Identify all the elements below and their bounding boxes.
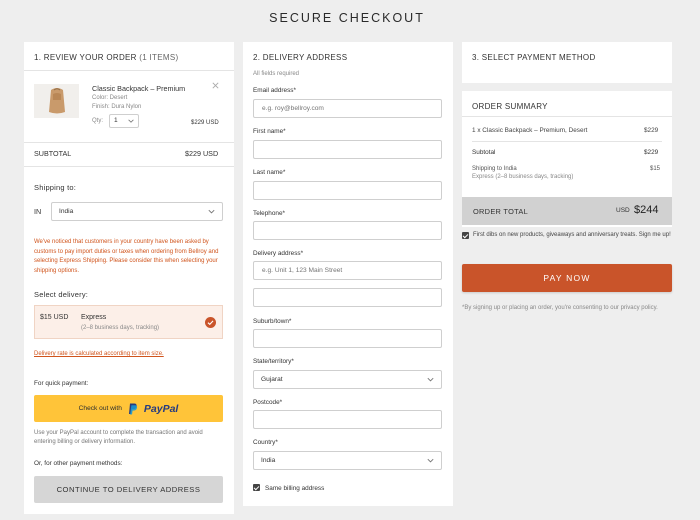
summary-line-item-price: $229 bbox=[644, 127, 659, 134]
subtotal-value: $229 USD bbox=[185, 149, 219, 158]
qty-label: Qty: bbox=[92, 118, 104, 124]
payment-heading: 3. SELECT PAYMENT METHOD bbox=[472, 53, 596, 62]
summary-heading: ORDER SUMMARY bbox=[472, 102, 548, 111]
shipping-country-select[interactable] bbox=[51, 202, 223, 221]
quick-payment-label: For quick payment: bbox=[34, 380, 89, 387]
review-order-panel bbox=[24, 42, 234, 514]
select-delivery-label: Select delivery: bbox=[34, 290, 89, 299]
email-field[interactable] bbox=[253, 99, 442, 118]
delivery-option-express[interactable] bbox=[34, 305, 223, 339]
last-name-field[interactable] bbox=[253, 181, 442, 200]
pay-now-button[interactable]: PAY NOW bbox=[462, 264, 672, 292]
item-name[interactable]: Classic Backpack – Premium bbox=[92, 84, 186, 93]
item-color: Color: Desert bbox=[92, 95, 128, 101]
paypal-icon bbox=[128, 403, 138, 415]
country-label: Country* bbox=[253, 439, 278, 446]
newsletter-checkbox[interactable] bbox=[462, 232, 469, 239]
paypal-checkout-button[interactable] bbox=[34, 395, 223, 422]
chevron-down-icon bbox=[426, 375, 435, 384]
delivery-heading: 2. DELIVERY ADDRESS bbox=[253, 53, 348, 62]
chevron-down-icon bbox=[127, 117, 135, 125]
chevron-down-icon bbox=[426, 456, 435, 465]
review-heading-text: 1. REVIEW YOUR ORDER bbox=[34, 53, 137, 62]
address-line1-field[interactable] bbox=[253, 261, 442, 280]
order-total-bar bbox=[462, 197, 672, 225]
qty-value: 1 bbox=[114, 117, 118, 124]
payment-method-panel[interactable] bbox=[462, 42, 672, 83]
summary-subtotal-value: $229 bbox=[644, 149, 659, 156]
delivery-time: (2–8 business days, tracking) bbox=[81, 325, 160, 331]
first-name-label: First name* bbox=[253, 128, 286, 135]
subtotal-label: SUBTOTAL bbox=[34, 149, 72, 158]
item-finish: Finish: Dura Nylon bbox=[92, 104, 142, 110]
qty-select[interactable] bbox=[109, 114, 139, 128]
country-select[interactable] bbox=[253, 451, 442, 470]
telephone-label: Telephone* bbox=[253, 210, 285, 217]
continue-to-delivery-button[interactable]: CONTINUE TO DELIVERY ADDRESS bbox=[34, 476, 223, 503]
shipping-to-label: Shipping to: bbox=[34, 183, 77, 192]
suburb-field[interactable] bbox=[253, 329, 442, 348]
summary-shipping-detail: Express (2–8 business days, tracking) bbox=[472, 174, 574, 180]
delivery-name: Express bbox=[81, 314, 107, 321]
country-value: India bbox=[261, 457, 276, 464]
review-heading bbox=[34, 53, 178, 62]
summary-line-item: 1 x Classic Backpack – Premium, Desert bbox=[472, 127, 588, 134]
page-title: SECURE CHECKOUT bbox=[269, 11, 425, 25]
summary-shipping-value: $15 bbox=[650, 166, 661, 172]
state-label: State/territory* bbox=[253, 358, 294, 365]
telephone-field[interactable] bbox=[253, 221, 442, 240]
postcode-label: Postcode* bbox=[253, 399, 283, 406]
required-note: All fields required bbox=[253, 71, 300, 77]
address-line2-field[interactable] bbox=[253, 288, 442, 307]
checkmark-circle-icon bbox=[205, 317, 216, 328]
newsletter-label: First dibs on new products, giveaways and anniversary treats. Sign me up! bbox=[473, 232, 671, 238]
summary-subtotal-label: Subtotal bbox=[472, 149, 496, 156]
email-label: Email address* bbox=[253, 87, 296, 94]
shipping-country-code: IN bbox=[34, 207, 42, 216]
paypal-prefix: Check out with bbox=[78, 405, 122, 412]
chevron-down-icon bbox=[207, 207, 216, 216]
suburb-label: Suburb/town* bbox=[253, 318, 292, 325]
same-billing-checkbox[interactable] bbox=[253, 484, 260, 491]
address-label: Delivery address* bbox=[253, 250, 304, 257]
delivery-rate-link[interactable]: Delivery rate is calculated according to item size. bbox=[34, 351, 164, 357]
same-billing-label: Same billing address bbox=[265, 485, 325, 492]
shipping-country-value: India bbox=[59, 208, 74, 215]
postcode-field[interactable] bbox=[253, 410, 442, 429]
first-name-field[interactable] bbox=[253, 140, 442, 159]
remove-item-icon[interactable] bbox=[211, 81, 220, 90]
summary-shipping-label: Shipping to India bbox=[472, 166, 517, 172]
other-methods-label: Or, for other payment methods: bbox=[34, 460, 123, 467]
state-select[interactable] bbox=[253, 370, 442, 389]
last-name-label: Last name* bbox=[253, 169, 286, 176]
delivery-price: $15 USD bbox=[40, 314, 69, 321]
order-total-value: $244 bbox=[634, 204, 659, 216]
state-value: Gujarat bbox=[261, 376, 283, 383]
order-total-currency: USD bbox=[616, 207, 630, 214]
product-image bbox=[34, 84, 79, 118]
paypal-note: Use your PayPal account to complete the transaction and avoid entering billing or delivery information. bbox=[34, 430, 203, 445]
customs-warning: We've noticed that customers in your country have been asked by customs to pay import duties or taxes when ordering from Bellroy and selecting Express Shipping. Please consider this when selecting your shipping options. bbox=[34, 239, 219, 274]
review-item-count: (1 ITEMS) bbox=[139, 53, 179, 62]
paypal-logo-text: PayPal bbox=[143, 402, 179, 415]
consent-note: *By signing up or placing an order, you're consenting to our privacy policy. bbox=[462, 305, 658, 311]
delivery-address-panel bbox=[243, 42, 453, 506]
item-price: $229 USD bbox=[191, 120, 219, 126]
order-total-label: ORDER TOTAL bbox=[473, 207, 529, 216]
